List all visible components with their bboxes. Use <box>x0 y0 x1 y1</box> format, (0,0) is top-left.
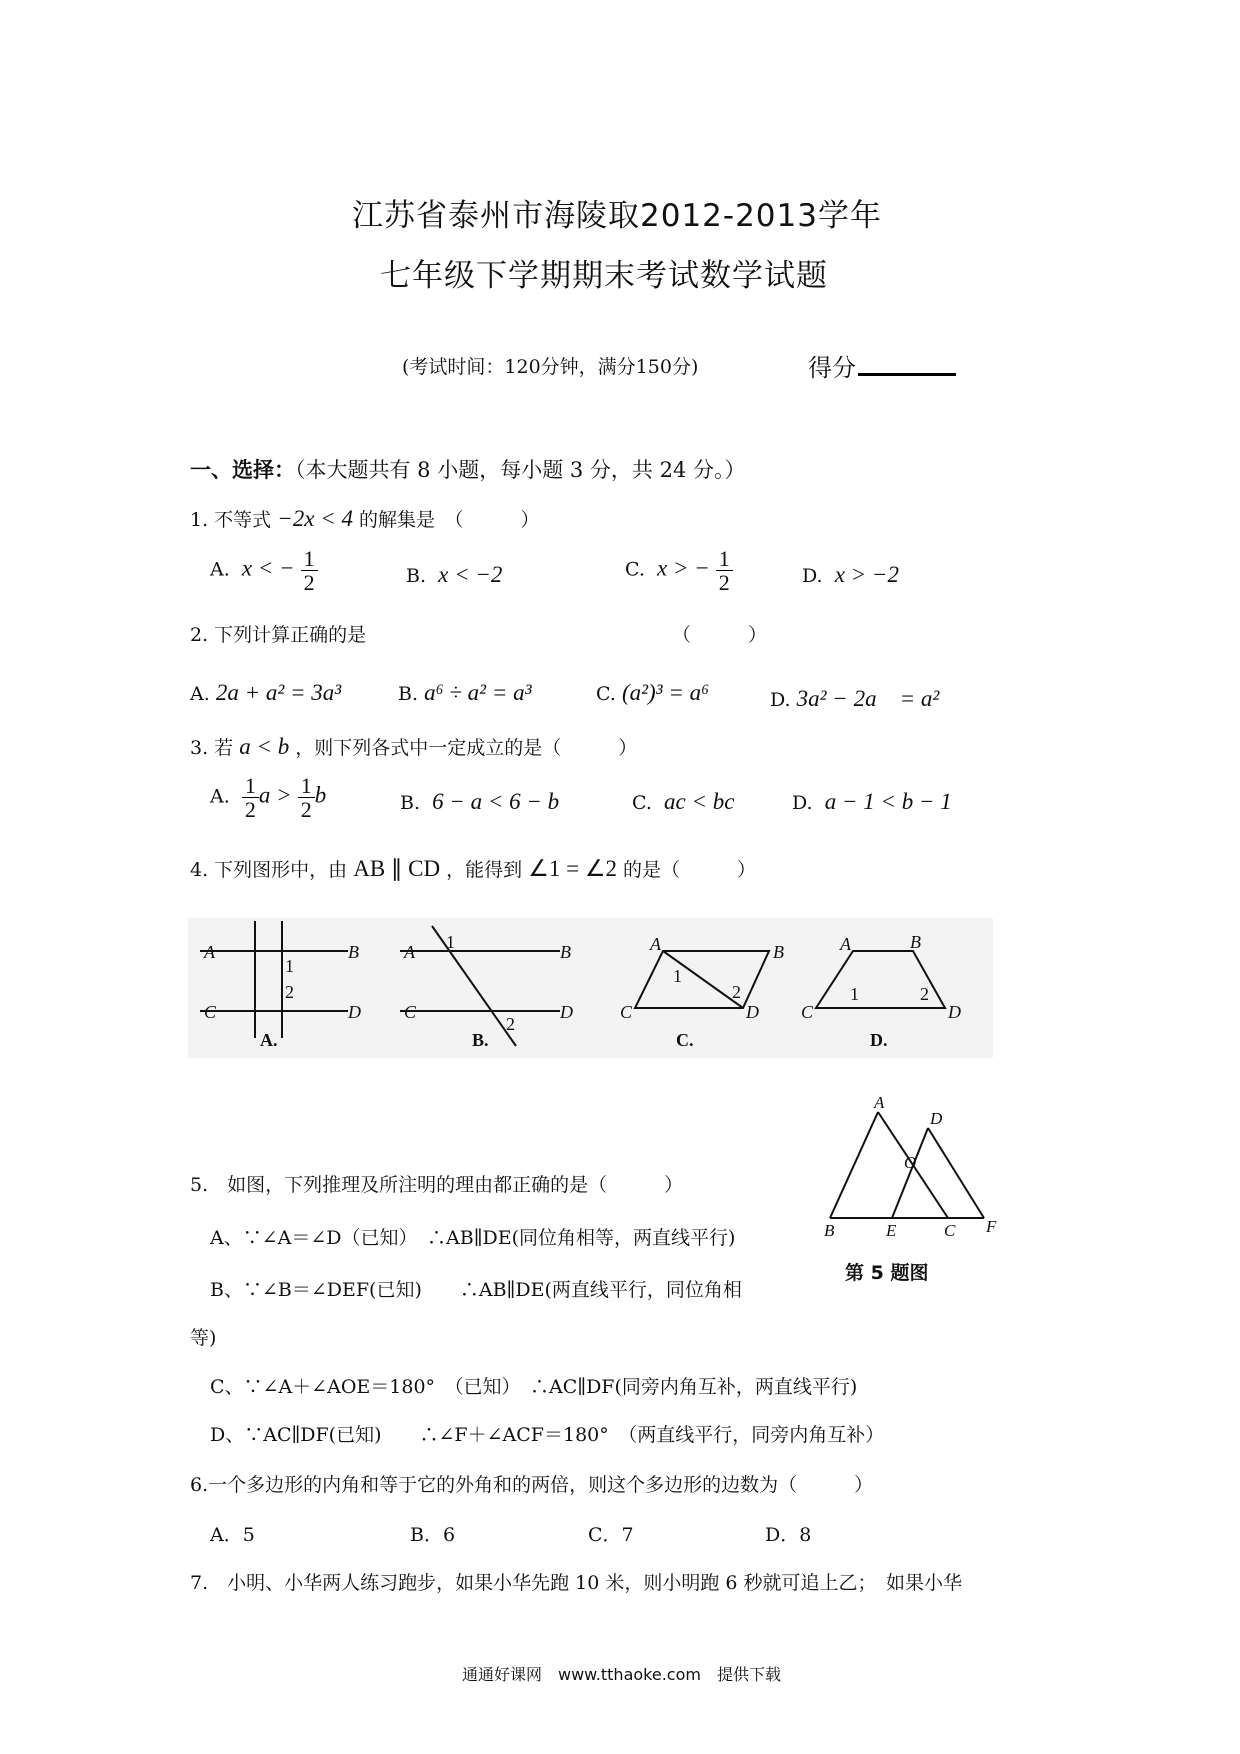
q3-expression: a < b <box>239 734 290 759</box>
fig-a-label-d: D <box>348 1002 361 1022</box>
option-expr: a > <box>258 782 292 808</box>
title-line-2: 七年级下学期期末考试数学试题 <box>380 258 828 294</box>
q1-option-c[interactable] <box>625 547 733 594</box>
fig-d-caption: D. <box>870 1030 888 1050</box>
section-heading <box>190 454 746 484</box>
q4-text-c: 的是（ ） <box>623 859 757 881</box>
section-title: 一、选择： <box>190 458 295 482</box>
fig-b-angle-1: 1 <box>446 932 455 952</box>
q6-option-c[interactable]: C．7 <box>588 1524 634 1546</box>
q5-figure-caption: 第 5 题图 <box>845 1262 929 1284</box>
q4-text-a: 4. 下列图形中，由 <box>190 859 348 881</box>
fig-d-label-c: C <box>801 1002 814 1022</box>
q5-line-ab <box>830 1112 878 1218</box>
q5-point-o: O <box>904 1153 917 1172</box>
fig-a-angle-1: 1 <box>285 956 294 976</box>
q1-option-d[interactable] <box>802 562 899 588</box>
option-expr: 3a² − 2a = a² <box>796 686 940 711</box>
section-note: （本大题共有 8 小题，每小题 3 分，共 24 分。） <box>295 458 746 482</box>
fig-b-label-a: A <box>404 942 415 962</box>
q3-text-a: 3. 若 <box>190 737 234 759</box>
q3-option-d[interactable] <box>792 789 952 815</box>
title-line-1: 江苏省泰州市海陵取2012-2013学年 <box>352 198 882 234</box>
fraction: $\frac{1}{2}$ <box>298 774 315 821</box>
option-label: B. <box>400 792 421 814</box>
q5-point-a: A <box>874 1093 885 1112</box>
q1-expression: −2x < 4 <box>277 506 353 531</box>
fig-a-label-c: C <box>204 1002 217 1022</box>
option-label: C. <box>632 792 652 814</box>
fig-d-angle-1: 1 <box>850 984 859 1004</box>
fig-c-angle-2: 2 <box>732 982 741 1002</box>
q1-text-b: 的解集是 （ ） <box>359 509 540 531</box>
option-expr: x < −2 <box>438 562 503 587</box>
q5-point-b: B <box>824 1221 835 1240</box>
q3-option-a[interactable] <box>210 774 326 821</box>
question-2-paren: （ ） <box>672 624 768 646</box>
fig-b-label-c: C <box>404 1002 417 1022</box>
option-expr: (a²)³ = a⁶ <box>621 680 710 705</box>
fig-c-label-d: D <box>746 1002 759 1022</box>
q1-option-b[interactable] <box>406 562 502 588</box>
q2-option-b[interactable] <box>398 680 532 706</box>
q5-point-d: D <box>930 1109 943 1128</box>
fig-d-angle-2: 2 <box>920 984 929 1004</box>
q5-figure <box>818 1092 1008 1242</box>
q3-option-c[interactable] <box>632 789 734 815</box>
option-expr: ac < bc <box>664 789 735 814</box>
fig-c-label-a: A <box>650 934 661 954</box>
q5-point-c: C <box>944 1221 956 1240</box>
option-label: B. <box>406 565 427 587</box>
fig-c-caption: C. <box>676 1030 694 1050</box>
fig-d-label-a: A <box>840 934 851 954</box>
option-label: B. <box>398 683 419 705</box>
question-5-stem: 5. 如图，下列推理及所注明的理由都正确的是（ ） <box>190 1174 684 1196</box>
fraction: $\frac{1}{2}$ <box>242 774 259 821</box>
q5-option-d[interactable]: D、∵AC∥DF(已知) ∴∠F＋∠ACF＝180° （两直线平行，同旁内角互补） <box>210 1424 885 1446</box>
fig-b-label-b: B <box>560 942 571 962</box>
q5-option-c[interactable]: C、∵∠A＋∠AOE＝180° （已知） ∴AC∥DF(同旁内角互补，两直线平行) <box>210 1376 858 1398</box>
q3-text-b: ，则下列各式中一定成立的是（ ） <box>295 737 638 759</box>
fig-b-caption: B. <box>472 1030 489 1050</box>
q5-line-df <box>928 1128 984 1218</box>
option-label: D. <box>770 689 791 711</box>
option-label: D. <box>792 792 813 814</box>
fig-a-label-a: A <box>204 942 215 962</box>
question-1-stem <box>190 505 540 532</box>
question-2-stem: 2. 下列计算正确的是 <box>190 624 367 646</box>
q1-text-a: 1. 不等式 <box>190 509 272 531</box>
fig-a-caption: A. <box>260 1030 278 1050</box>
q4-text-b: ，能得到 <box>446 859 523 881</box>
score-label: 得分 <box>808 354 856 382</box>
fig-a-label-b: B <box>348 942 359 962</box>
q5-point-e: E <box>886 1221 897 1240</box>
q5-option-a[interactable]: A、∵∠A＝∠D（已知） ∴AB∥DE(同位角相等，两直线平行) <box>210 1227 736 1249</box>
page-footer: 通通好课网 www.tthaoke.com 提供下载 <box>462 1665 781 1684</box>
q4-figures <box>188 918 993 1058</box>
q6-option-b[interactable]: B．6 <box>410 1524 456 1546</box>
q6-option-d[interactable]: D．8 <box>765 1524 812 1546</box>
q2-option-a[interactable] <box>190 680 341 706</box>
option-label: D. <box>802 565 823 587</box>
fig-b-angle-2: 2 <box>506 1014 515 1034</box>
q4-expression: AB ∥ CD <box>353 856 441 881</box>
score-blank[interactable] <box>858 351 956 376</box>
option-expr: 6 − a < 6 − b <box>432 789 560 814</box>
fraction: $\frac{1}{2}$ <box>301 547 318 594</box>
question-6-stem: 6.一个多边形的内角和等于它的外角和的两倍，则这个多边形的边数为（ ） <box>190 1474 874 1496</box>
exam-info: (考试时间：120分钟，满分150分) <box>402 356 699 378</box>
option-expr: x > −2 <box>834 562 899 587</box>
q2-option-d[interactable] <box>770 680 939 713</box>
option-label: A. <box>190 683 210 705</box>
fraction: $\frac{1}{2}$ <box>716 547 733 594</box>
question-4-stem <box>190 855 756 882</box>
option-label: C. <box>625 558 645 581</box>
question-3-stem <box>190 733 637 760</box>
option-expr: 2a + a² = 3a³ <box>215 680 342 705</box>
question-7-stem: 7. 小明、小华两人练习跑步，如果小华先跑 10 米，则小明跑 6 秒就可追上乙； 如果小华 <box>190 1572 963 1594</box>
q1-option-a[interactable] <box>210 547 318 594</box>
fig-b-label-d: D <box>560 1002 573 1022</box>
option-expr: b <box>314 782 327 808</box>
fig-d-label-d: D <box>948 1002 961 1022</box>
fig-c-label-c: C <box>620 1002 633 1022</box>
option-expr: x < − <box>241 555 295 581</box>
option-label: A. <box>210 785 230 808</box>
option-label: A. <box>210 558 230 581</box>
option-expr: a − 1 < b − 1 <box>824 789 952 814</box>
fig-c-angle-1: 1 <box>673 966 682 986</box>
option-label: C. <box>596 683 616 705</box>
q4-expression-2: ∠1 = ∠2 <box>528 856 617 881</box>
q5-option-b-cont: 等) <box>190 1327 217 1349</box>
q5-option-b[interactable]: B、∵∠B＝∠DEF(已知) ∴AB∥DE(两直线平行，同位角相 <box>210 1279 742 1301</box>
fig-a-angle-2: 2 <box>285 982 294 1002</box>
fig-d-label-b: B <box>910 932 921 952</box>
q2-option-c[interactable] <box>596 680 709 706</box>
q6-option-a[interactable]: A．5 <box>210 1524 255 1546</box>
option-expr: a⁶ ÷ a² = a³ <box>424 680 532 705</box>
option-expr: x > − <box>657 555 710 581</box>
fig-c-label-b: B <box>773 942 784 962</box>
q5-point-f: F <box>986 1217 997 1236</box>
score-field[interactable] <box>808 348 956 383</box>
q3-option-b[interactable] <box>400 789 559 815</box>
